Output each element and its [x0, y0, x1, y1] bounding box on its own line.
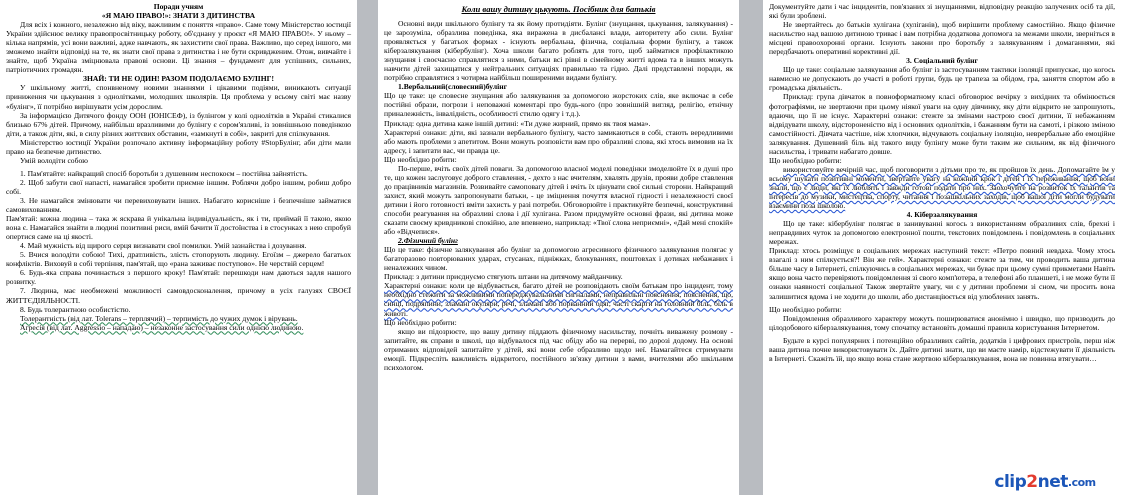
page2-section-verbal: 1.Вербальний(словесний)булінг [398, 82, 508, 92]
page1-paragraph-ministry: Міністерство юстиції України розпочало активну інформаційну роботу #StopБулінг, аби діти мали право на безпечне дитинство. [6, 137, 351, 156]
page1-definition-aggression: Агресія (від лат. Aggressio – нападаю) – незаконне застосування сили однією людиною. [20, 322, 304, 332]
page3-social-what-to-do: використовуйте вечірній час, щоб поговорити з дітьми про те, як пройшов їх день. Допомагайте їм у всьому шукати позитивні моменти, звертайте увагу на кожний крок і дітей і їх переживання, щоб вони знали, що є люди, які їх люблять і завжди готові подати про них. Заохочуйте на розвиток їх талантів та інтересів до музики, мистецтва, спорту, читання і позашкільних заходів, щоб вашої діти могли будувати взаємини поза школою. [769, 164, 1115, 211]
logo-tld: .com [1067, 475, 1096, 489]
page1-heading-advice: Поради учням [153, 2, 204, 11]
page2-verbal-example: Приклад: одна дитина каже іншій дитині: «Ти дуже жирний, прямо як твоя мама». [384, 118, 651, 128]
page3-social-definition: Що це таке: соціальне залякування або булінг із застосуванням тактики ізоляції припускає, що когось навмисно не допускають до участі в роботі групи, будь це трапеза за обідом, гра, заняття спортом або в громадська діяльність. [769, 65, 1115, 93]
page3-social-example: Приклад: група дівчаток в повноформатному класі обговорює вечірку з вихідних та обмінюється фотографіями, не звертаючи при цьому ніякої уваги на одну дівчинку, яку діти відкрито не запрошують, вдаючи, що її не існує. Характерні ознаки: стежте за змінами настрою своєї дитини, її небажанням відвідувати школу, відстороненістю від і основних однолітків, і бажанням бути на самоті, і різкою зміною самостійності. Дівчата частіше, ніж хлопчики, відчувають соціальну ізоляцію, неврербальне або емоційне залякування. Душевний біль від такого виду булінгу може бути таким же сильним, як від фізичного насильства, і тривати набагато довше. [769, 92, 1115, 156]
page1-heading-not-alone: ЗНАЙ: ТИ НЕ ОДИН! РАЗОМ ПОДОЛАЄМО БУЛІНГ! [82, 74, 275, 84]
page3-section-cyber: 4. Кіберзалякування [906, 210, 978, 220]
page1-intro-paragraph: Для всіх і кожного, незалежно від віку, важливим є поняття «право». Саме тому Міністерство юстиції України здійснює велику правопросвітницьку роботу, об'єднану у проєкт «Я МАЮ ПРАВО!». У ньому – кілька напрямів, усі вони важливі, адже навчають, як захистити свої права. Важливо, що серед іншого, ми зможемо знайти відповіді на те, як знати свої права з дитинства і не бути скривдженим. Отож, вивчайте і знайте, щоб Україна зміцнювала правові основи. Ці знання – фундамент для успішних, сильних, патріотичних громадян. [6, 20, 351, 75]
page1-heading-project: «Я МАЮ ПРАВО!»: ЗНАТИ З ДИТИНСТВА [101, 11, 256, 21]
page3-cyber-what-to-do-label: Що необхідно робити: [769, 304, 842, 314]
page3-do-not-contact: Не звертайтесь до батьків хулігана (хуліганів), щоб вирішити проблему самостійно. Якщо фізичне насильство над вашою дитиною триває і вам потрібна додаткова допомога за межами школи, зверніться в місцеві правоохоронні органи. Існують закони про боротьбу з залякуванням і домаганнями, які передбачають оперативні корективні дії. [769, 20, 1115, 57]
page2-intro-paragraph: Основні види шкільного булінгу та як йому протидіяти. Булінг (знущання, цькування, залякування) - це зарозуміла, образлива поведінка, яка виражена в дисбалансі влади, авторитету або сили. Булінг проявляється у багатьох формах - існують вербальна, фізична, соціальна форми булінгу, а також кіберзалякування (кібербулінг). Хоча школи багато роблять для того, щоб займатися профілактикою знущання і своєчасно справлятися з ними, батьки всі рівні в сімейному житті вдома та в інших можуть навчити дітей захищатися у нейтральних ситуаціях правильно та гідно. Далі представлені поради, як потрібно справлятися з чотирма найбільш поширеними видами булінгу. [384, 19, 733, 83]
page3-cyber-example: Приклад: хтось розміщує в соціальних мережах наступний текст: «Петро повний невдаха. Чому хтось взагалі з ним спілкується?! Він же гей». Характерні ознаки: стежте за тим, чи проводить ваша дитина більше часу в Інтернеті, спілкуючись в соціальних мережах, чи буває при цьому сумні прикметами Навіть якщо вона часто перевіряють повідомлення зі свого комп'ютера, в телефоні або планшеті, і не може бути її ознаки наявності соціальної Також звертайте увагу, чи є у дитини проблеми зі сном, чи просить вона залишитися вдома і не ходити до школи, або дистанціюється від улюблених занять. [769, 246, 1115, 301]
page2-verbal-signs: Характерні ознаки: діти, які зазнали вербального булінгу, часто замикаються в собі, стають вередливими або мають проблеми з апетитом. Вони можуть розповісти вам про образливі слова, які хтось вимовив на їх адресу, і запитати вас, чи правда це. [384, 127, 733, 155]
page1-list-item-1: 1. Пам'ятайте: найкращий спосіб боротьби з душевним неспокоєм – постійна зайнятість. [20, 168, 308, 178]
page2-verbal-what-to-do-label: Що необхідно робити: [384, 154, 457, 164]
page1-list-item-3-remember: Пам'ятай: кожна людина – така ж яскрава й унікальна індивідуальність, як і ти, приймай її такою, якою вона є. Намагайся знайти в людині позитивні риси, вмій бачити її достоїнства і в стосунках з нею спробуй опертися саме на ці якості. [6, 214, 351, 242]
page1-definition-tolerance: Толерантність (від лат. Tolerans – терплячий) – терпимість до чужих думок і вірувань. [20, 313, 298, 323]
document-page-1 [0, 0, 357, 495]
document-page-3 [763, 0, 1121, 495]
page3-cyber-rules: Повідомлення образливого характеру можуть поширюватися анонімно і швидко, що призводить до цілодобового кіберзалякування, тому спочатку встановіть домашні правила користування Інтернетом. [769, 313, 1115, 332]
clip2net-logo [989, 471, 1101, 493]
page3-document-incidents: Документуйте дати і час інцидентів, пов'язаних зі знущаннями, відповідну реакцію залучених осіб та дії, які були зроблені. [769, 2, 1115, 21]
page3-cyber-awareness: Будьте в курсі популярних і потенційно образливих сайтів, додатків і цифрових пристроїв, перш ніж ваша дитина почне використовувати їх. Дайте дитині знати, що ви маєте намір, відстежувати її діяльність в Інтернеті. Скажіть їй, що якщо вона стане жертвою кіберзалякування, вона не повинна втягувати… [769, 335, 1115, 363]
page1-list-item-7: 7. Людина, має необмежені можливості самовдосконалення, причому в усіх галузях СВОЄЇ ЖИТТЄДІЯЛЬНОСТІ. [6, 286, 351, 305]
page1-list-item-8: 8. Будь толерантною особистістю. [20, 304, 131, 314]
page3-section-social: 3. Соціальний булінг [906, 56, 978, 66]
page2-physical-example: Приклад: з дитини приєднуємо стягують штани на дитячому майданчику. [384, 272, 623, 282]
page2-verbal-definition: Що це таке: це словесне знущання або залякування за допомогою жорстоких слів, яке включає в себе постійні образи, погрози і неповажні коментарі про будь-кого (про зовнішній вигляд, релігію, етнічну приналежність, інвалідність, особливості стилю одягу і т.д.). [384, 91, 733, 119]
page1-list-intro: Умій володіти собою [20, 155, 88, 165]
page1-list-item-4: 4. Май мужність від щирого серця визнавати свої помилки. Умій зазнайства і дозування. [20, 241, 307, 251]
page2-verbal-what-to-do: По-перше, вчіть своїх дітей поваги. За допомогою власної моделі поведінки змоделюйте їх в душі про те, що кожен заслуговує доброго ставлення, - дехто з нас вчителям, хвалять друзів, прояви добре ставлення до працівників магазинів. Розвивайте самоповагу дітей і вчіть їх цінувати свої сильні сторони. Найкращий захист, який можуть запропонувати батьки, - це зміцнення почуття власної гідності і незалежності своєї дитини і його готовності вміти захисть у разі потреби. Обговорюйте і практикуйте безпечні, конструктивні способи реагування на образливі слова і дії хулігана. Разом придумуйте основні фрази, які дитина може сказати своєму кривдникові спокійно, але впевнено, наприклад: «Твої слова неприємні», «Дай мені спокій» або «Відчепися». [384, 163, 733, 237]
page2-section-physical: 2.Фізичний булінг [398, 236, 458, 246]
page1-paragraph-school-life: У шкільному житті, спонвненому новими знаннями і цікавими подіями, виникають ситуації приниження чи цькування з однолітками, молодших школярів. Ця проблема у всьому світі має назву «булінг», її потрібно вирішувати усім дорослим. [6, 83, 351, 111]
page2-title: Коли вашу дитину цькують. Посібник для батьків [461, 4, 656, 14]
page1-list-item-5: 5. Вчися володіти собою! Тихі, дратливість, злість стопорують людину. Егоїзм – джерело багатьох конфліктів. Виховуй в собі терпіння, пам'ятай, що «рана заживає поступово». Не черствій серцем! [6, 250, 351, 269]
page1-list-item-2: 2. Щоб забути свої напасті, намагайся зробити приємне іншим. Роблячи добро іншим, робиш добро собі. [6, 177, 351, 196]
page3-social-what-to-do-label: Що необхідно робити: [769, 155, 842, 165]
page3-cyber-definition: Що це таке: кібербулінг полягає в занивуванні когось з використанням образливих слів, брехні і неправдивих чуток за допомогою електронної пошти, текстових повідомлень і повідомлень в соціальних мережах. [769, 219, 1115, 247]
logo-mid: 2 [1026, 472, 1038, 492]
page1-paragraph-unicef: За інформацією Дитячого фонду ООН (ЮНІСЕФ), із булінгом у колі однолітків в Україні стикалися близько 67% дітей. Причому, найбільш вразливими до булінгу є сором'язливі, із зовнішньою поведінкою діти, а також діти, які, в силу різних життєвих обставин, «замкнуті в собі», закриті для спілкування. [6, 110, 351, 138]
page2-physical-signs: Характерні ознаки: коли це відбувається, багато дітей не розповідають своїм батькам про інцидент, тому необхідно стежити за можливими попереджувальними сигналами, неправильні пояснення, пояснення, що, синці, подряпини, зламані окуляри, речі, зламані або порванний одяг, часті скарги на головний біль, біль в животі. [384, 281, 733, 318]
page2-physical-definition: Що це таке: фізичне залякування або булінг за допомогою агресивного фізичного залякування полягає у багаторазово повторюваних ударах, стусанах, підніжках, блокуваннях, поштовхах і дотиках небажаних і неналежних чином. [384, 245, 733, 273]
page1-list-item-6: 6. Будь-яка справа починається з першого кроку! Пам'ятай: перешкоди нам даються задля нашого розвитку. [6, 268, 351, 287]
page1-list-item-3: 3. Не намагайся змінювати чи перевиховувати інших. Набагато корисніше і безпечніше займатися самовихованням. [6, 195, 351, 215]
page2-physical-what-to-do-label: Що необхідно робити: [384, 317, 457, 327]
document-page-2 [378, 0, 739, 495]
logo-prefix: clip [994, 472, 1027, 492]
page2-physical-what-to-do: якщо ви підозрюєте, що вашу дитину піддають фізичному насильству, почніть виважену розмову - запитайте, як справи в школі, що відбувалося під час обіду або на перерві, по дорозі додому. На основі отриманих відповідей запитайте у дітей, які вони себе образливо щодо неї. Намагайтеся стримувати емоції. Підкресліть важливість відкритого, постійного зв'язку дитини з вами, вчителями або шкільним психологом. [384, 326, 733, 372]
logo-suffix: net [1037, 472, 1068, 492]
